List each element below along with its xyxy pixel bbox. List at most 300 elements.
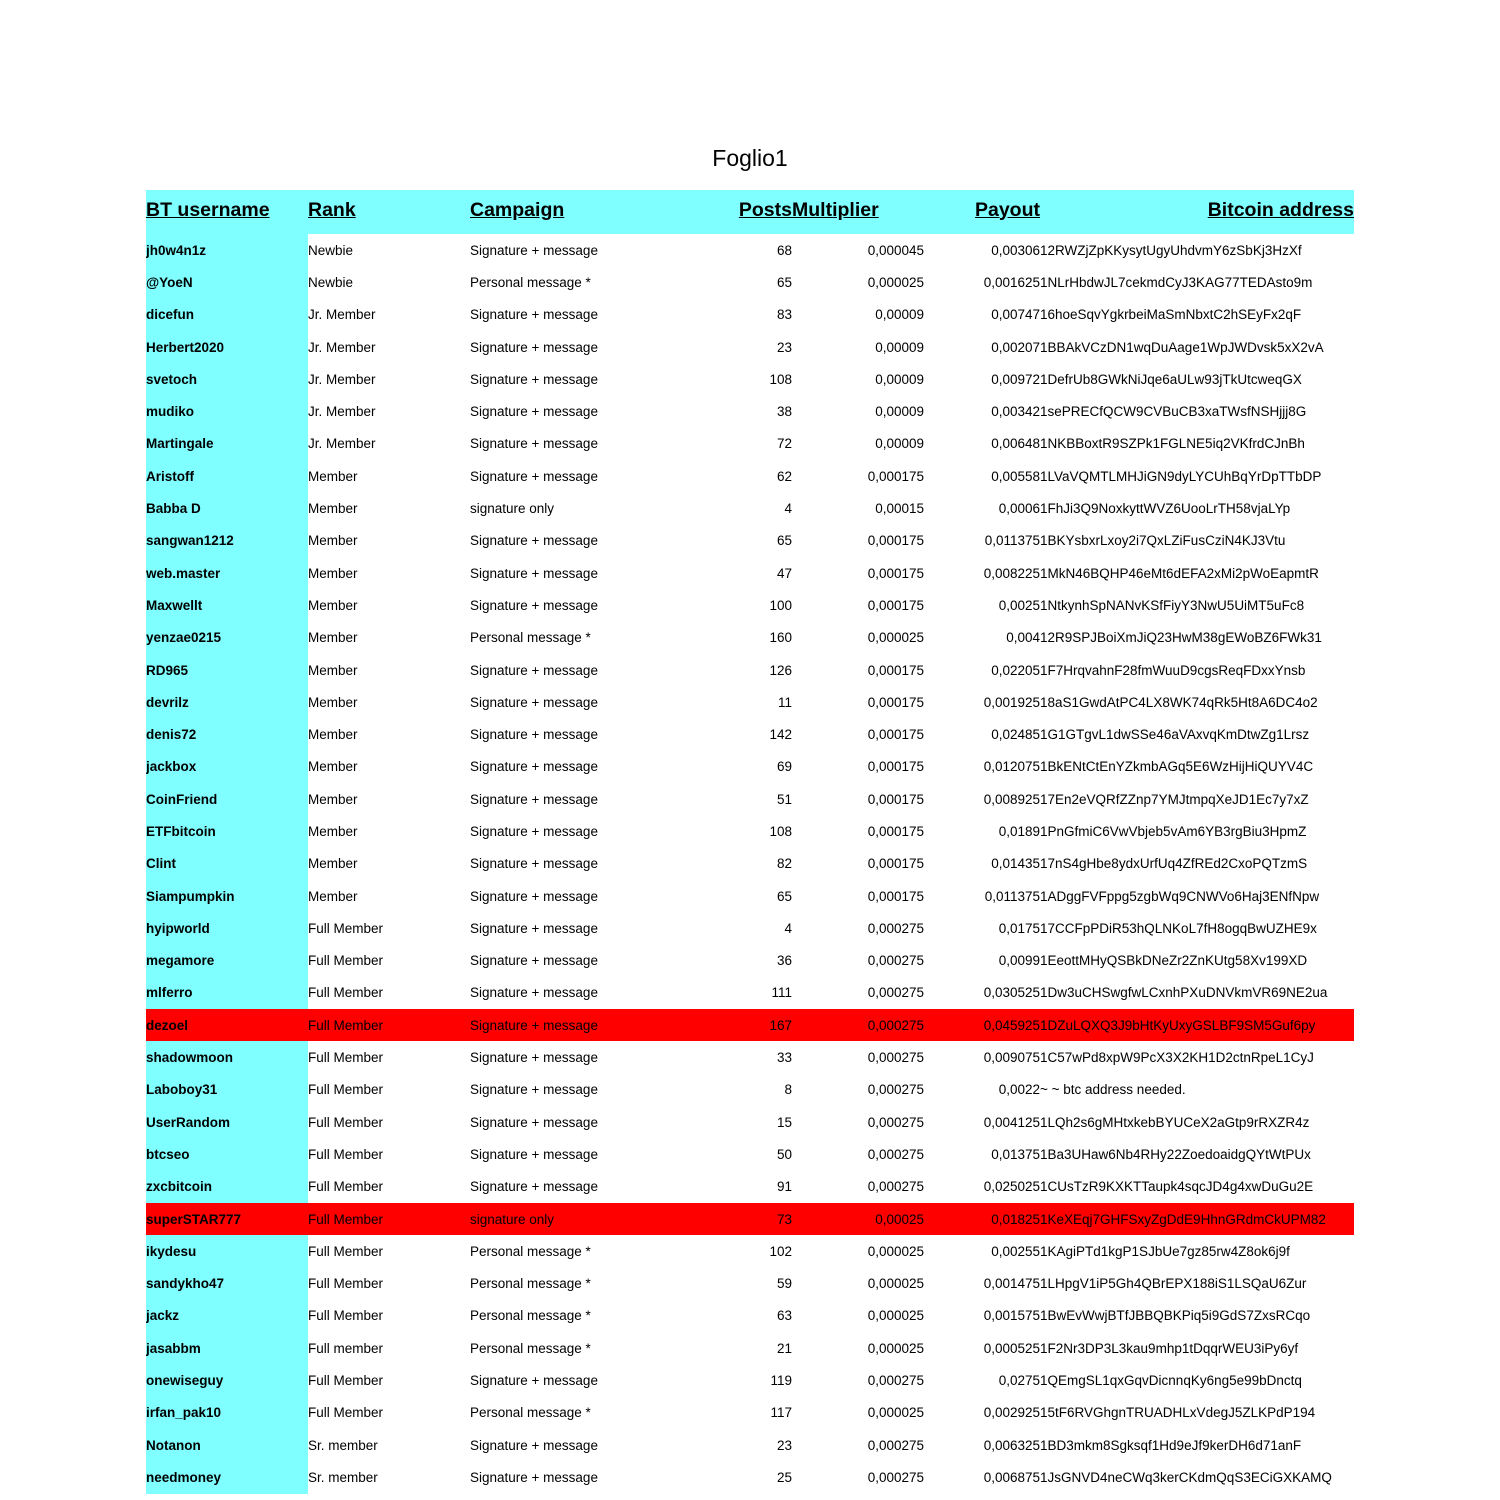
cell-bitcoin-address: 1F7HrqvahnF28fmWuuD9cgsReqFDxxYnsb	[1040, 662, 1306, 678]
cell-bitcoin-address: 17En2eVQRfZZnp7YMJtmpqXeJD1Ec7y7xZ	[1040, 791, 1309, 807]
cell-multiplier: 0,000175	[867, 565, 924, 581]
cell-campaign: Signature + message	[470, 759, 598, 775]
table-row[interactable]	[146, 718, 1354, 750]
cell-campaign: Signature + message	[470, 533, 598, 549]
cell-posts: 11	[777, 694, 792, 710]
cell-username: Martingale	[146, 428, 308, 460]
cell-campaign: Personal message *	[470, 1340, 591, 1356]
cell-rank: Full Member	[308, 1009, 470, 1041]
cell-posts: 47	[776, 565, 792, 581]
column-header-username: BT username	[146, 190, 308, 234]
cell-username: Aristoff	[146, 460, 308, 492]
cell-rank: Jr. Member	[308, 371, 376, 387]
table-row[interactable]	[146, 1461, 1354, 1493]
cell-multiplier: 0,000175	[867, 759, 924, 775]
cell-rank: Member	[308, 856, 358, 872]
cell-payout: 0,01825	[924, 1203, 1040, 1235]
cell-campaign: Signature + message	[470, 1179, 598, 1195]
cell-multiplier: 0,000275	[867, 920, 924, 936]
cell-posts: 100	[769, 597, 792, 613]
cell-rank: Member	[308, 791, 358, 807]
cell-payout: 0,006325	[983, 1437, 1040, 1453]
cell-multiplier: 0,00009	[875, 404, 924, 420]
cell-payout: 0,0099	[998, 953, 1040, 969]
cell-posts: 167	[688, 1009, 792, 1041]
cell-multiplier: 0,000275	[867, 1179, 924, 1195]
table-row[interactable]	[146, 1397, 1354, 1429]
cell-bitcoin-address: 1BkENtCtEnYZkmbAGq5E6WzHijHiQUYV4C	[1040, 759, 1314, 775]
cell-payout: 0,025025	[983, 1179, 1040, 1195]
cell-rank: Member	[308, 694, 358, 710]
cell-username: web.master	[146, 557, 308, 589]
cell-username: Babba D	[146, 492, 308, 524]
cell-posts: 62	[776, 468, 792, 484]
cell-posts: 36	[776, 953, 792, 969]
cell-posts: 73	[688, 1203, 792, 1235]
cell-bitcoin-address: 1LQh2s6gMHtxkebBYUCeX2aGtp9rRXZR4z	[1040, 1114, 1310, 1130]
cell-payout: 0,00306	[991, 242, 1040, 258]
cell-payout: 0,00747	[991, 307, 1040, 323]
cell-username: yenzae0215	[146, 622, 308, 654]
cell-multiplier: 0,000025	[867, 1243, 924, 1259]
cell-campaign: Signature + message	[470, 242, 598, 258]
cell-campaign: Signature + message	[470, 1373, 598, 1389]
cell-campaign: Signature + message	[470, 823, 598, 839]
cell-rank: Full Member	[308, 920, 384, 936]
cell-bitcoin-address: 17nS4gHbe8ydxUrfUq4ZfREd2CxoPQTzmS	[1040, 856, 1308, 872]
cell-rank: Full Member	[308, 1405, 384, 1421]
cell-username: Laboboy31	[146, 1074, 308, 1106]
cell-bitcoin-address: 18aS1GwdAtPC4LX8WK74qRk5Ht8A6DC4o2	[1040, 694, 1318, 710]
cell-campaign: Personal message *	[470, 1308, 591, 1324]
cell-bitcoin-address: 1NLrHbdwJL7cekmdCyJ3KAG77TEDAsto9m	[1040, 274, 1313, 290]
cell-rank: Full Member	[308, 1114, 384, 1130]
cell-payout: 0,009075	[983, 1050, 1040, 1066]
cell-posts: 15	[776, 1114, 792, 1130]
cell-username: UserRandom	[146, 1106, 308, 1138]
cell-posts: 4	[784, 920, 792, 936]
cell-rank: Member	[308, 501, 358, 517]
cell-payout: 0,00972	[991, 371, 1040, 387]
cell-multiplier: 0,00025	[792, 1203, 924, 1235]
cell-bitcoin-address: 1FhJi3Q9NoxkyttWVZ6UooLrTH58vjaLYp	[1040, 501, 1291, 517]
table-row[interactable]	[146, 945, 1354, 977]
cell-username: Maxwellt	[146, 589, 308, 621]
cell-payout: 0,0025	[998, 597, 1040, 613]
cell-posts: 33	[776, 1050, 792, 1066]
cell-rank: Full Member	[308, 1146, 384, 1162]
cell-username: jackz	[146, 1300, 308, 1332]
table-row[interactable]	[146, 492, 1354, 524]
table-row[interactable]	[146, 654, 1354, 686]
payout-table-container	[146, 190, 1354, 1494]
cell-posts: 126	[769, 662, 792, 678]
table-row[interactable]	[146, 525, 1354, 557]
cell-username: onewiseguy	[146, 1364, 308, 1396]
cell-username: needmoney	[146, 1461, 308, 1493]
cell-bitcoin-address: 1BwEvWwjBTfJBBQBKPiq5i9GdS7ZxsRCqo	[1040, 1308, 1311, 1324]
cell-multiplier: 0,000175	[867, 791, 924, 807]
cell-bitcoin-address: 1DZuLQXQ3J9bHtKyUxyGSLBF9SM5Guf6py	[1040, 1009, 1354, 1041]
cell-posts: 142	[769, 727, 792, 743]
cell-bitcoin-address: 1MkN46BQHP46eMt6dEFA2xMi2pWoEapmtR	[1040, 565, 1319, 581]
table-header	[146, 190, 1354, 234]
cell-bitcoin-address: 15tF6RVGhgnTRUADHLxVdegJ5ZLKPdP194	[1040, 1405, 1316, 1421]
cell-bitcoin-address: 16hoeSqvYgkrbeiMaSmNbxtC2hSEyFx2qF	[1040, 307, 1302, 323]
cell-multiplier: 0,000275	[867, 985, 924, 1001]
cell-username: dicefun	[146, 299, 308, 331]
cell-payout: 0,02485	[991, 727, 1040, 743]
cell-bitcoin-address: 1BD3mkm8Sgksqf1Hd9eJf9kerDH6d71anF	[1040, 1437, 1302, 1453]
cell-campaign: Personal message *	[470, 1243, 591, 1259]
cell-payout: 0,00342	[991, 404, 1040, 420]
column-header-multiplier: Multiplier	[792, 190, 924, 234]
cell-multiplier: 0,00009	[875, 436, 924, 452]
cell-multiplier: 0,000275	[867, 1146, 924, 1162]
cell-payout: 0,02205	[991, 662, 1040, 678]
table-row[interactable]	[146, 880, 1354, 912]
cell-posts: 72	[776, 436, 792, 452]
cell-rank: Member	[308, 630, 358, 646]
cell-username: superSTAR777	[146, 1203, 308, 1235]
table-row[interactable]	[146, 1203, 1354, 1235]
cell-bitcoin-address: 1C57wPd8xpW9PcX3X2KH1D2ctnRpeL1CyJ	[1040, 1050, 1314, 1066]
cell-rank: Full Member	[308, 1203, 470, 1235]
cell-bitcoin-address: 12R9SPJBoiXmJiQ23HwM38gEWoBZ6FWk31	[1040, 630, 1322, 646]
cell-username: @YoeN	[146, 266, 308, 298]
cell-posts: 8	[784, 1082, 792, 1098]
cell-multiplier: 0,000275	[867, 1114, 924, 1130]
table-row[interactable]	[146, 1106, 1354, 1138]
cell-rank: Full Member	[308, 1276, 384, 1292]
cell-campaign: Signature + message	[470, 565, 598, 581]
cell-payout: 0,0006	[998, 501, 1040, 517]
column-header-bitcoin-address: Bitcoin address	[1040, 190, 1354, 234]
table-row[interactable]	[146, 234, 1354, 266]
cell-multiplier: 0,000025	[867, 1405, 924, 1421]
table-row[interactable]	[146, 395, 1354, 427]
cell-campaign: Signature + message	[470, 662, 598, 678]
cell-username: jh0w4n1z	[146, 234, 308, 266]
cell-multiplier: 0,00009	[875, 307, 924, 323]
cell-bitcoin-address: 1JsGNVD4neCWq3kerCKdmQqS3ECiGXKAMQ	[1040, 1469, 1332, 1485]
cell-username: zxcbitcoin	[146, 1171, 308, 1203]
cell-bitcoin-address: 1G1GTgvL1dwSSe46aVAxvqKmDtwZg1Lrsz	[1040, 727, 1310, 743]
cell-campaign: Signature + message	[470, 856, 598, 872]
cell-multiplier: 0,00009	[875, 339, 924, 355]
cell-rank: Full Member	[308, 953, 384, 969]
cell-username: Herbert2020	[146, 331, 308, 363]
cell-payout: 0,00648	[991, 436, 1040, 452]
cell-posts: 108	[769, 371, 792, 387]
cell-rank: Newbie	[308, 274, 354, 290]
cell-campaign: signature only	[470, 501, 555, 517]
cell-campaign: Signature + message	[470, 597, 598, 613]
cell-posts: 83	[776, 307, 792, 323]
table-row[interactable]	[146, 363, 1354, 395]
table-row[interactable]	[146, 589, 1354, 621]
cell-campaign: Personal message *	[470, 1405, 591, 1421]
cell-username: hyipworld	[146, 912, 308, 944]
cell-campaign: Signature + message	[470, 307, 598, 323]
cell-rank: Sr. member	[308, 1437, 378, 1453]
cell-username: RD965	[146, 654, 308, 686]
cell-multiplier: 0,000175	[867, 533, 924, 549]
cell-campaign: Signature + message	[470, 953, 598, 969]
cell-posts: 68	[776, 242, 792, 258]
cell-payout: 0,001575	[983, 1308, 1040, 1324]
cell-bitcoin-address: 1PnGfmiC6VwVbjeb5vAm6YB3rgBiu3HpmZ	[1040, 823, 1307, 839]
cell-username: sangwan1212	[146, 525, 308, 557]
sheet-title: Foglio1	[712, 145, 788, 171]
table-row[interactable]	[146, 1300, 1354, 1332]
cell-posts: 21	[776, 1340, 792, 1356]
table-row[interactable]	[146, 1332, 1354, 1364]
cell-username: Siampumpkin	[146, 880, 308, 912]
cell-payout: 0,000525	[983, 1340, 1040, 1356]
cell-username: btcseo	[146, 1138, 308, 1170]
cell-rank: Member	[308, 888, 358, 904]
table-row[interactable]	[146, 331, 1354, 363]
cell-multiplier: 0,000025	[867, 1308, 924, 1324]
cell-username: sandykho47	[146, 1268, 308, 1300]
cell-posts: 63	[776, 1308, 792, 1324]
cell-rank: Member	[308, 662, 358, 678]
cell-username: jackbox	[146, 751, 308, 783]
cell-posts: 50	[776, 1146, 792, 1162]
cell-multiplier: 0,000025	[867, 1340, 924, 1356]
cell-posts: 117	[770, 1405, 792, 1421]
cell-posts: 59	[776, 1276, 792, 1292]
cell-username: Notanon	[146, 1429, 308, 1461]
cell-campaign: Signature + message	[470, 1146, 598, 1162]
column-header-posts: Posts	[688, 190, 792, 234]
column-header-payout: Payout	[924, 190, 1040, 234]
cell-bitcoin-address: 12RWZjZpKKysytUgyUhdvmY6zSbKj3HzXf	[1040, 242, 1302, 258]
cell-rank: Full Member	[308, 1082, 384, 1098]
cell-multiplier: 0,000275	[867, 1437, 924, 1453]
cell-payout: 0,030525	[983, 985, 1040, 1001]
cell-campaign: Personal message *	[470, 630, 591, 646]
cell-multiplier: 0,000175	[867, 597, 924, 613]
table-row[interactable]	[146, 912, 1354, 944]
table-row[interactable]	[146, 1268, 1354, 1300]
cell-posts: 82	[776, 856, 792, 872]
cell-bitcoin-address: 1DefrUb8GWkNiJqe6aULw93jTkUtcweqGX	[1040, 371, 1302, 387]
cell-posts: 65	[776, 274, 792, 290]
cell-payout: 0,012075	[983, 759, 1040, 775]
cell-rank: Member	[308, 533, 358, 549]
cell-bitcoin-address: 1LHpgV1iP5Gh4QBrEPX188iS1LSQaU6Zur	[1040, 1276, 1307, 1292]
cell-rank: Newbie	[308, 242, 354, 258]
cell-multiplier: 0,00009	[875, 371, 924, 387]
cell-username: dezoel	[146, 1009, 308, 1041]
table-row[interactable]	[146, 815, 1354, 847]
cell-username: mudiko	[146, 395, 308, 427]
cell-multiplier: 0,000045	[867, 242, 924, 258]
table-row[interactable]	[146, 428, 1354, 460]
table-row[interactable]	[146, 1041, 1354, 1073]
cell-payout: 0,01375	[991, 1146, 1040, 1162]
cell-posts: 4	[784, 501, 792, 517]
cell-bitcoin-address: 1BKYsbxrLxoy2i7QxLZiFusCziN4KJ3Vtu	[1040, 533, 1286, 549]
table-row[interactable]	[146, 557, 1354, 589]
cell-multiplier: 0,000175	[867, 694, 924, 710]
table-row[interactable]	[146, 460, 1354, 492]
cell-rank: Full Member	[308, 1243, 384, 1259]
cell-payout: 0,011375	[984, 888, 1040, 904]
cell-posts: 69	[776, 759, 792, 775]
table-row[interactable]	[146, 1138, 1354, 1170]
cell-rank: Jr. Member	[308, 307, 376, 323]
cell-bitcoin-address: 1KeXEqj7GHFSxyZgDdE9HhnGRdmCkUPM82	[1040, 1203, 1354, 1235]
cell-bitcoin-address: 1LVaVQMTLMHJiGN9dyLYCUhBqYrDpTTbDP	[1040, 468, 1322, 484]
cell-payout: 0,004125	[983, 1114, 1040, 1130]
cell-posts: 111	[771, 985, 792, 1001]
cell-rank: Member	[308, 597, 358, 613]
table-row[interactable]	[146, 751, 1354, 783]
cell-payout: 0,045925	[924, 1009, 1040, 1041]
cell-multiplier: 0,000175	[867, 823, 924, 839]
table-row[interactable]	[146, 266, 1354, 298]
cell-username: Clint	[146, 848, 308, 880]
cell-campaign: Personal message *	[470, 274, 591, 290]
cell-payout: 0,00207	[991, 339, 1040, 355]
cell-campaign: Personal message *	[470, 1276, 591, 1292]
cell-payout: 0,001475	[983, 1276, 1040, 1292]
cell-multiplier: 0,000175	[867, 888, 924, 904]
table-row[interactable]	[146, 1074, 1354, 1106]
cell-posts: 119	[770, 1373, 792, 1389]
cell-bitcoin-address: 1F2Nr3DP3L3kau9mhp1tDqqrWEU3iPy6yf	[1040, 1340, 1299, 1356]
cell-bitcoin-address: 1Ba3UHaw6Nb4RHy22ZoedoaidgQYtWtPUx	[1040, 1146, 1311, 1162]
cell-payout: 0,0022	[998, 1082, 1040, 1098]
cell-campaign: Signature + message	[470, 791, 598, 807]
table-row[interactable]	[146, 848, 1354, 880]
cell-username: CoinFriend	[146, 783, 308, 815]
cell-bitcoin-address: 17CCFpPDiR53hQLNKoL7fH8ogqBwUZHE9x	[1040, 920, 1317, 936]
table-row[interactable]	[146, 783, 1354, 815]
cell-rank: Full Member	[308, 1050, 384, 1066]
cell-multiplier: 0,000175	[867, 662, 924, 678]
cell-rank: Full member	[308, 1340, 384, 1356]
table-row[interactable]	[146, 299, 1354, 331]
cell-rank: Sr. member	[308, 1469, 378, 1485]
cell-multiplier: 0,00015	[875, 501, 924, 517]
cell-posts: 65	[776, 533, 792, 549]
cell-posts: 51	[776, 791, 792, 807]
cell-payout: 0,006875	[983, 1469, 1040, 1485]
cell-bitcoin-address: 1NKBBoxtR9SZPk1FGLNE5iq2VKfrdCJnBh	[1040, 436, 1305, 452]
cell-posts: 102	[769, 1243, 792, 1259]
table-row[interactable]	[146, 1429, 1354, 1461]
payout-table	[146, 190, 1354, 1494]
cell-multiplier: 0,000025	[867, 274, 924, 290]
cell-campaign: Signature + message	[470, 404, 598, 420]
table-row[interactable]	[146, 1171, 1354, 1203]
cell-campaign: Signature + message	[470, 468, 598, 484]
cell-bitcoin-address: 1Dw3uCHSwgfwLCxnhPXuDNVkmVR69NE2ua	[1040, 985, 1328, 1001]
cell-campaign: Signature + message	[470, 1050, 598, 1066]
cell-posts: 91	[776, 1179, 792, 1195]
cell-campaign: Signature + message	[470, 1469, 598, 1485]
cell-bitcoin-address: 1KAgiPTd1kgP1SJbUe7gz85rw4Z8ok6j9f	[1040, 1243, 1290, 1259]
cell-payout: 0,0175	[998, 920, 1040, 936]
cell-campaign: Signature + message	[470, 371, 598, 387]
cell-campaign: Signature + message	[470, 888, 598, 904]
cell-payout: 0,011375	[984, 533, 1040, 549]
cell-bitcoin-address: 1BBAkVCzDN1wqDuAage1WpJWDvsk5xX2vA	[1040, 339, 1324, 355]
cell-payout: 0,00558	[991, 468, 1040, 484]
cell-posts: 25	[776, 1469, 792, 1485]
cell-payout: 0,004	[1006, 630, 1040, 646]
cell-campaign: Signature + message	[470, 436, 598, 452]
cell-rank: Jr. Member	[308, 436, 376, 452]
cell-username: ikydesu	[146, 1235, 308, 1267]
table-row[interactable]	[146, 1235, 1354, 1267]
cell-multiplier: 0,000275	[792, 1009, 924, 1041]
cell-campaign: signature only	[470, 1203, 688, 1235]
cell-bitcoin-address: 1QEmgSL1qxGqvDicnnqKy6ng5e99bDnctq	[1040, 1373, 1302, 1389]
cell-rank: Full Member	[308, 1308, 384, 1324]
cell-rank: Member	[308, 468, 358, 484]
cell-payout: 0,0275	[998, 1373, 1040, 1389]
cell-multiplier: 0,000275	[867, 1082, 924, 1098]
cell-posts: 65	[776, 888, 792, 904]
cell-username: denis72	[146, 718, 308, 750]
cell-multiplier: 0,000275	[867, 953, 924, 969]
cell-payout: 0,00255	[991, 1243, 1040, 1259]
cell-campaign: Signature + message	[470, 985, 598, 1001]
cell-rank: Member	[308, 565, 358, 581]
table-row[interactable]	[146, 1364, 1354, 1396]
cell-multiplier: 0,000275	[867, 1050, 924, 1066]
cell-payout: 0,001925	[983, 694, 1040, 710]
cell-bitcoin-address: ~ ~ btc address needed.	[1040, 1082, 1186, 1098]
table-row[interactable]	[146, 1009, 1354, 1041]
table-row[interactable]	[146, 977, 1354, 1009]
cell-username: ETFbitcoin	[146, 815, 308, 847]
cell-campaign: Signature + message	[470, 1114, 598, 1130]
cell-campaign: Signature + message	[470, 339, 598, 355]
cell-campaign: Signature + message	[470, 727, 598, 743]
cell-payout: 0,01435	[991, 856, 1040, 872]
cell-multiplier: 0,000175	[867, 468, 924, 484]
cell-multiplier: 0,000025	[867, 630, 924, 646]
cell-payout: 0,001625	[983, 274, 1040, 290]
cell-rank: Full Member	[308, 985, 384, 1001]
table-row[interactable]	[146, 622, 1354, 654]
cell-multiplier: 0,000175	[867, 727, 924, 743]
cell-posts: 108	[769, 823, 792, 839]
cell-campaign: Signature + message	[470, 1437, 598, 1453]
column-header-campaign: Campaign	[470, 190, 688, 234]
cell-username: svetoch	[146, 363, 308, 395]
cell-campaign: Signature + message	[470, 694, 598, 710]
table-body	[146, 234, 1354, 1494]
cell-campaign: Signature + message	[470, 1009, 688, 1041]
cell-rank: Member	[308, 823, 358, 839]
cell-rank: Member	[308, 727, 358, 743]
cell-posts: 160	[769, 630, 792, 646]
cell-multiplier: 0,000025	[867, 1276, 924, 1292]
cell-rank: Member	[308, 759, 358, 775]
cell-rank: Full Member	[308, 1373, 384, 1389]
cell-posts: 38	[776, 404, 792, 420]
cell-payout: 0,008225	[983, 565, 1040, 581]
table-row[interactable]	[146, 686, 1354, 718]
cell-payout: 0,008925	[983, 791, 1040, 807]
